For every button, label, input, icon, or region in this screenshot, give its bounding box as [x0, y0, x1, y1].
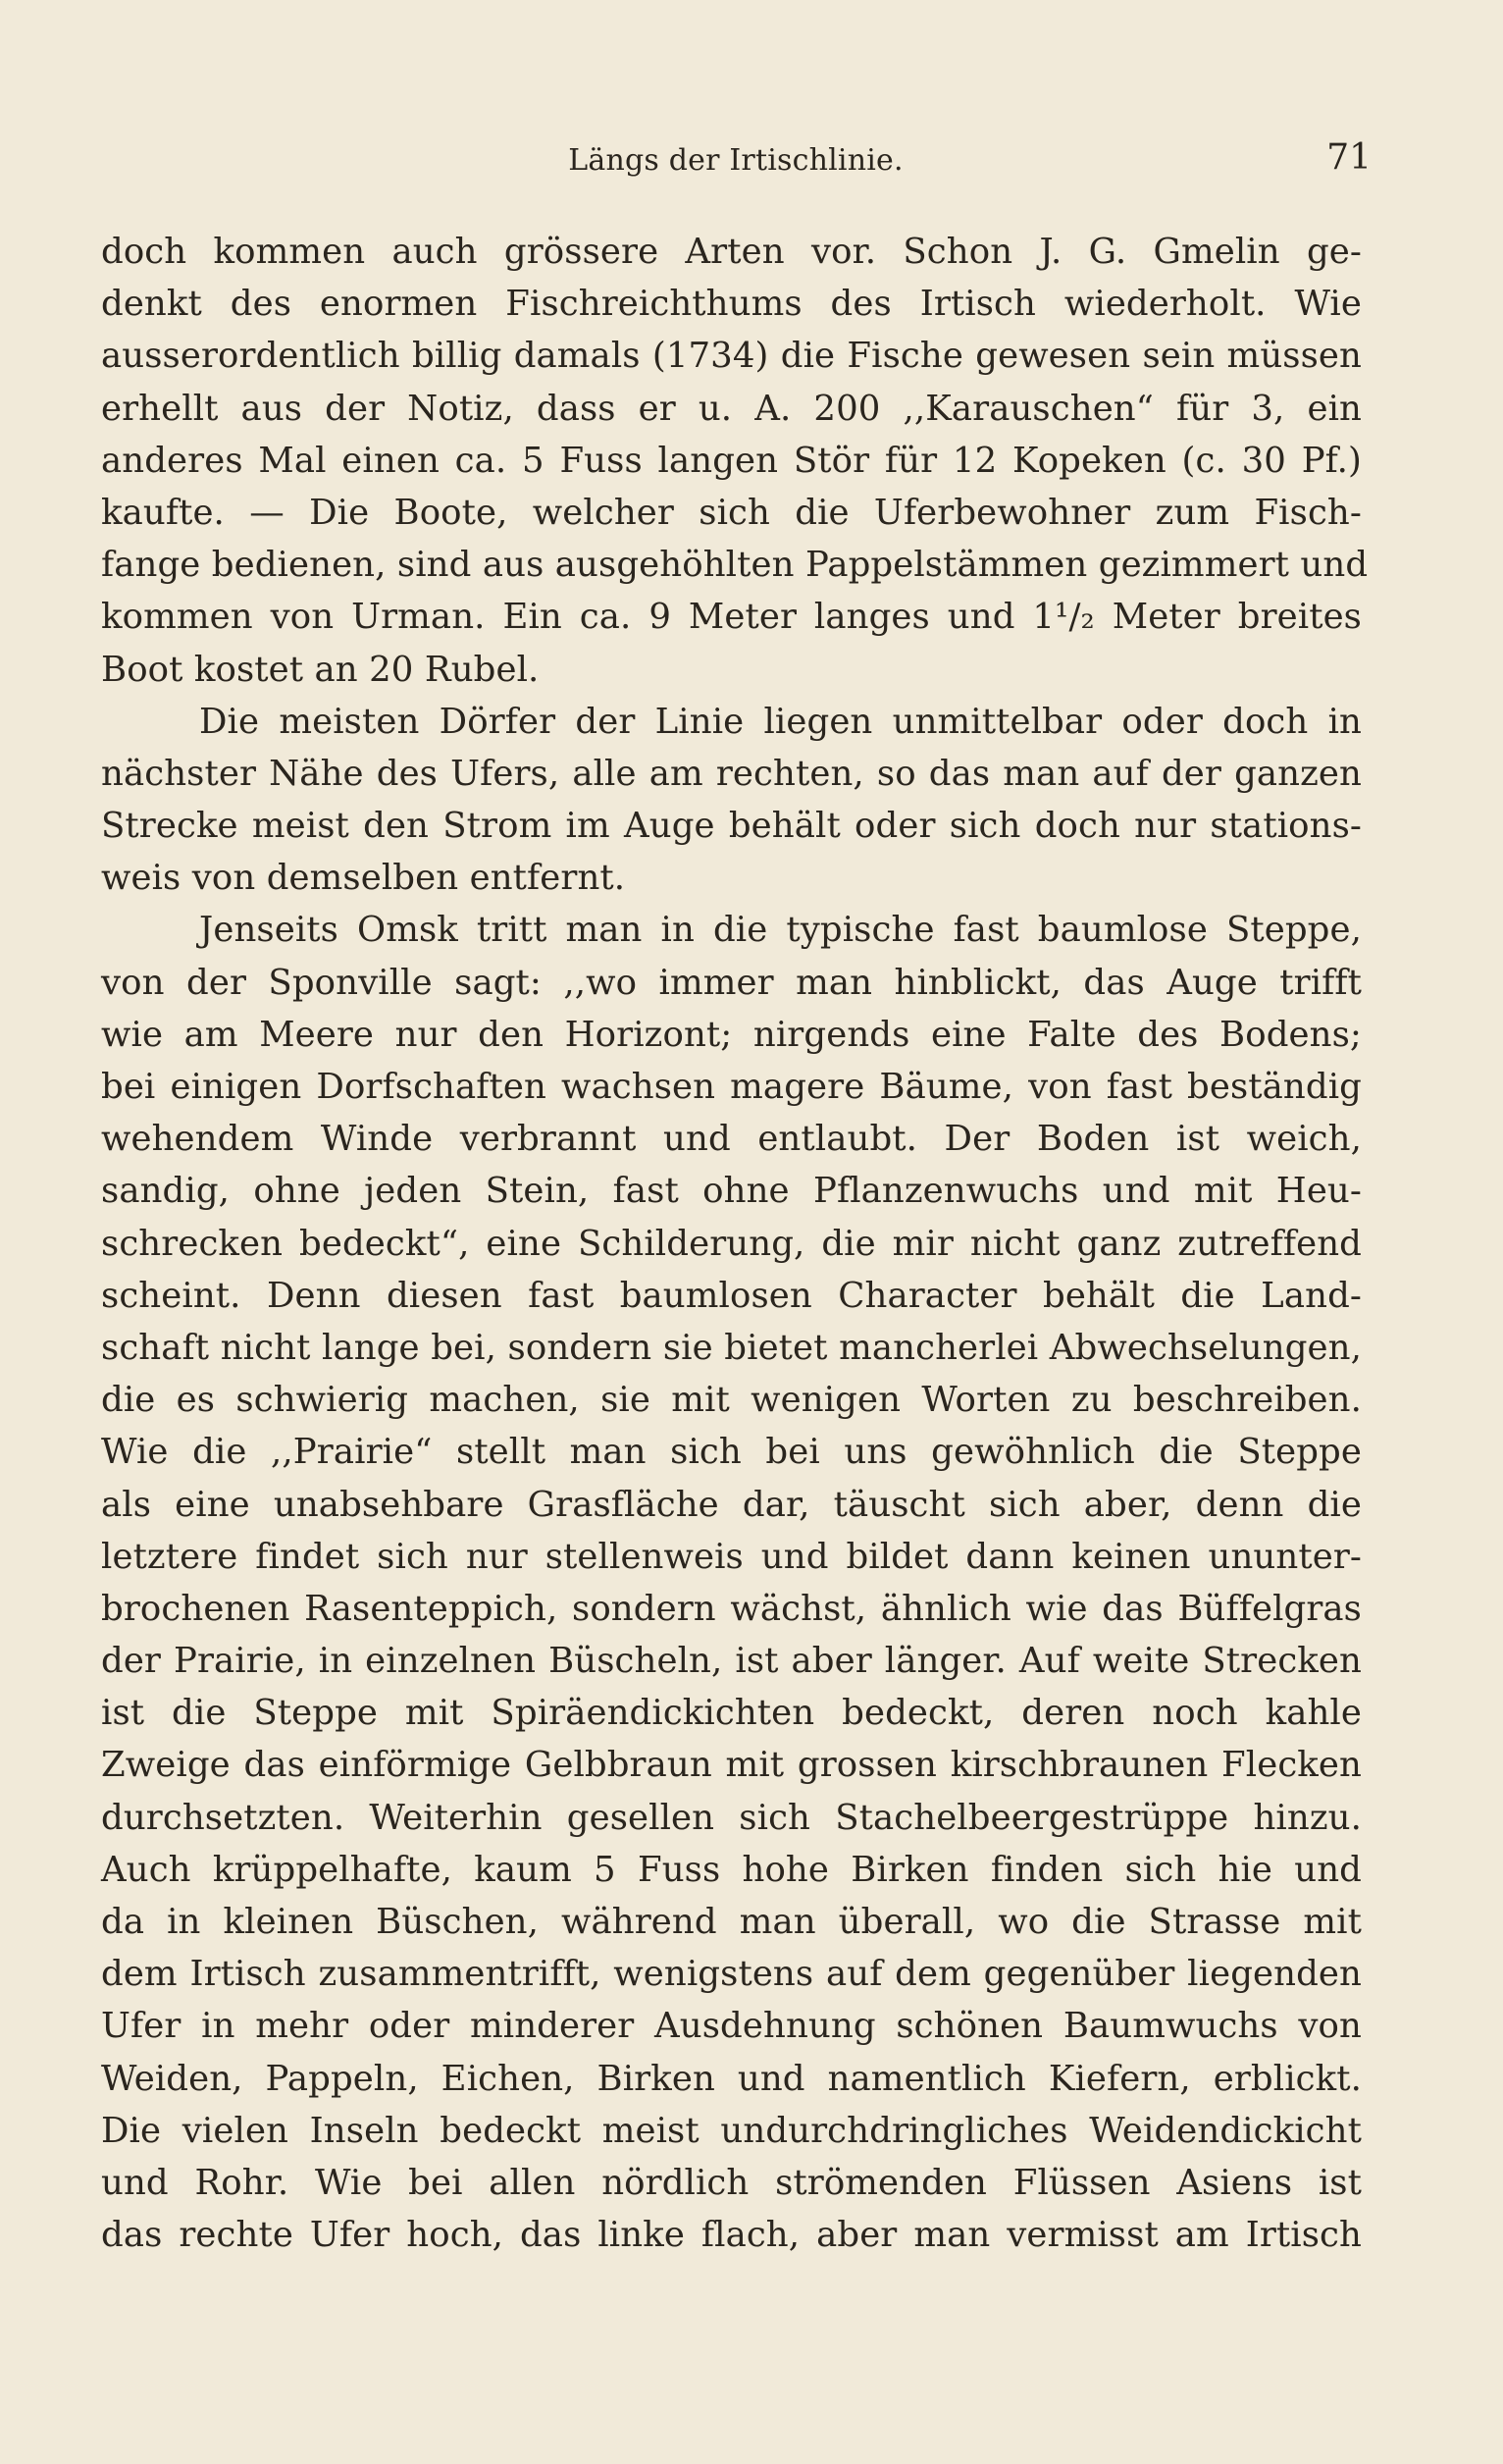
text-line: wie am Meere nur den Horizont; nirgends eine Falte des Bodens;: [101, 1014, 1362, 1055]
text-line: Zweige das einförmige Gelbbraun mit grossen kirschbraunen Flecken: [101, 1745, 1362, 1786]
text-line: als eine unabsehbare Grasfläche dar, täuscht sich aber, denn die: [101, 1484, 1362, 1525]
text-line: Auch krüppelhafte, kaum 5 Fuss hohe Birken finden sich hie und: [101, 1849, 1362, 1890]
text-line: kommen von Urman. Ein ca. 9 Meter langes und 1¹/₂ Meter breites: [101, 597, 1362, 638]
text-line: wehendem Winde verbrannt und entlaubt. Der Boden ist weich,: [101, 1119, 1362, 1160]
text-line: da in kleinen Büschen, während man überall, wo die Strasse mit: [101, 1902, 1362, 1942]
text-line: schrecken bedeckt“, eine Schilderung, die mir nicht ganz zutreffend: [101, 1223, 1362, 1264]
page-number: 71: [1326, 137, 1372, 178]
text-line: Die vielen Inseln bedeckt meist undurchdringliches Weidendickicht: [101, 2110, 1362, 2151]
text-line: bei einigen Dorfschaften wachsen magere Bäume, von fast beständig: [101, 1067, 1362, 1107]
text-line: denkt des enormen Fischreichthums des Irtisch wiederholt. Wie: [101, 284, 1362, 325]
text-line: Jenseits Omsk tritt man in die typische fast baumlose Steppe,: [199, 910, 1362, 951]
text-line: sandig, ohne jeden Stein, fast ohne Pflanzenwuchs und mit Heu-: [101, 1171, 1362, 1212]
text-line: doch kommen auch grössere Arten vor. Schon J. G. Gmelin ge-: [101, 232, 1362, 272]
text-line: der Prairie, in einzelnen Büscheln, ist aber länger. Auf weite Strecken: [101, 1641, 1362, 1682]
text-line: und Rohr. Wie bei allen nördlich strömenden Flüssen Asiens ist: [101, 2162, 1362, 2203]
page-header: [108, 137, 1372, 186]
text-line: fange bedienen, sind aus ausgehöhlten Pappelstämmen gezimmert und: [101, 545, 1369, 586]
body-text: [101, 226, 1369, 2261]
text-line: letztere findet sich nur stellenweis und bildet dann keinen ununter-: [101, 1536, 1362, 1577]
running-head: Längs der Irtischlinie.: [568, 143, 904, 178]
text-line: das rechte Ufer hoch, das linke flach, aber man vermisst am Irtisch: [101, 2215, 1362, 2256]
text-line: Weiden, Pappeln, Eichen, Birken und namentlich Kiefern, erblickt.: [101, 2058, 1362, 2099]
text-line: Wie die ,,Prairie“ stellt man sich bei uns gewöhnlich die Steppe: [101, 1432, 1362, 1473]
text-line: weis von demselben entfernt.: [101, 858, 626, 899]
text-line: nächster Nähe des Ufers, alle am rechten, so das man auf der ganzen: [101, 753, 1362, 794]
text-line: ausserordentlich billig damals (1734) die Fische gewesen sein müssen: [101, 336, 1362, 377]
text-line: durchsetzten. Weiterhin gesellen sich Stachelbeergestrüppe hinzu.: [101, 1797, 1362, 1838]
text-line: Die meisten Dörfer der Linie liegen unmittelbar oder doch in: [199, 701, 1362, 742]
text-line: dem Irtisch zusammentrifft, wenigstens auf dem gegenüber liegenden: [101, 1954, 1362, 1995]
text-line: Boot kostet an 20 Rubel.: [101, 649, 540, 690]
text-line: schaft nicht lange bei, sondern sie bietet mancherlei Abwechselungen,: [101, 1327, 1362, 1368]
text-line: die es schwierig machen, sie mit wenigen Worten zu beschreiben.: [101, 1380, 1362, 1421]
text-line: anderes Mal einen ca. 5 Fuss langen Stör für 12 Kopeken (c. 30 Pf.): [101, 440, 1362, 481]
text-line: kaufte. — Die Boote, welcher sich die Uferbewohner zum Fisch-: [101, 492, 1362, 533]
text-line: Strecke meist den Strom im Auge behält oder sich doch nur stations-: [101, 806, 1362, 847]
text-line: Ufer in mehr oder minderer Ausdehnung schönen Baumwuchs von: [101, 2006, 1362, 2047]
text-line: brochenen Rasenteppich, sondern wächst, ähnlich wie das Büffelgras: [101, 1588, 1362, 1629]
text-line: ist die Steppe mit Spiräendickichten bedeckt, deren noch kahle: [101, 1693, 1362, 1734]
text-line: scheint. Denn diesen fast baumlosen Character behält die Land-: [101, 1275, 1362, 1316]
text-line: erhellt aus der Notiz, dass er u. A. 200 ,,Karauschen“ für 3, ein: [101, 388, 1362, 429]
text-line: von der Sponville sagt: ,,wo immer man hinblickt, das Auge trifft: [101, 962, 1362, 1003]
